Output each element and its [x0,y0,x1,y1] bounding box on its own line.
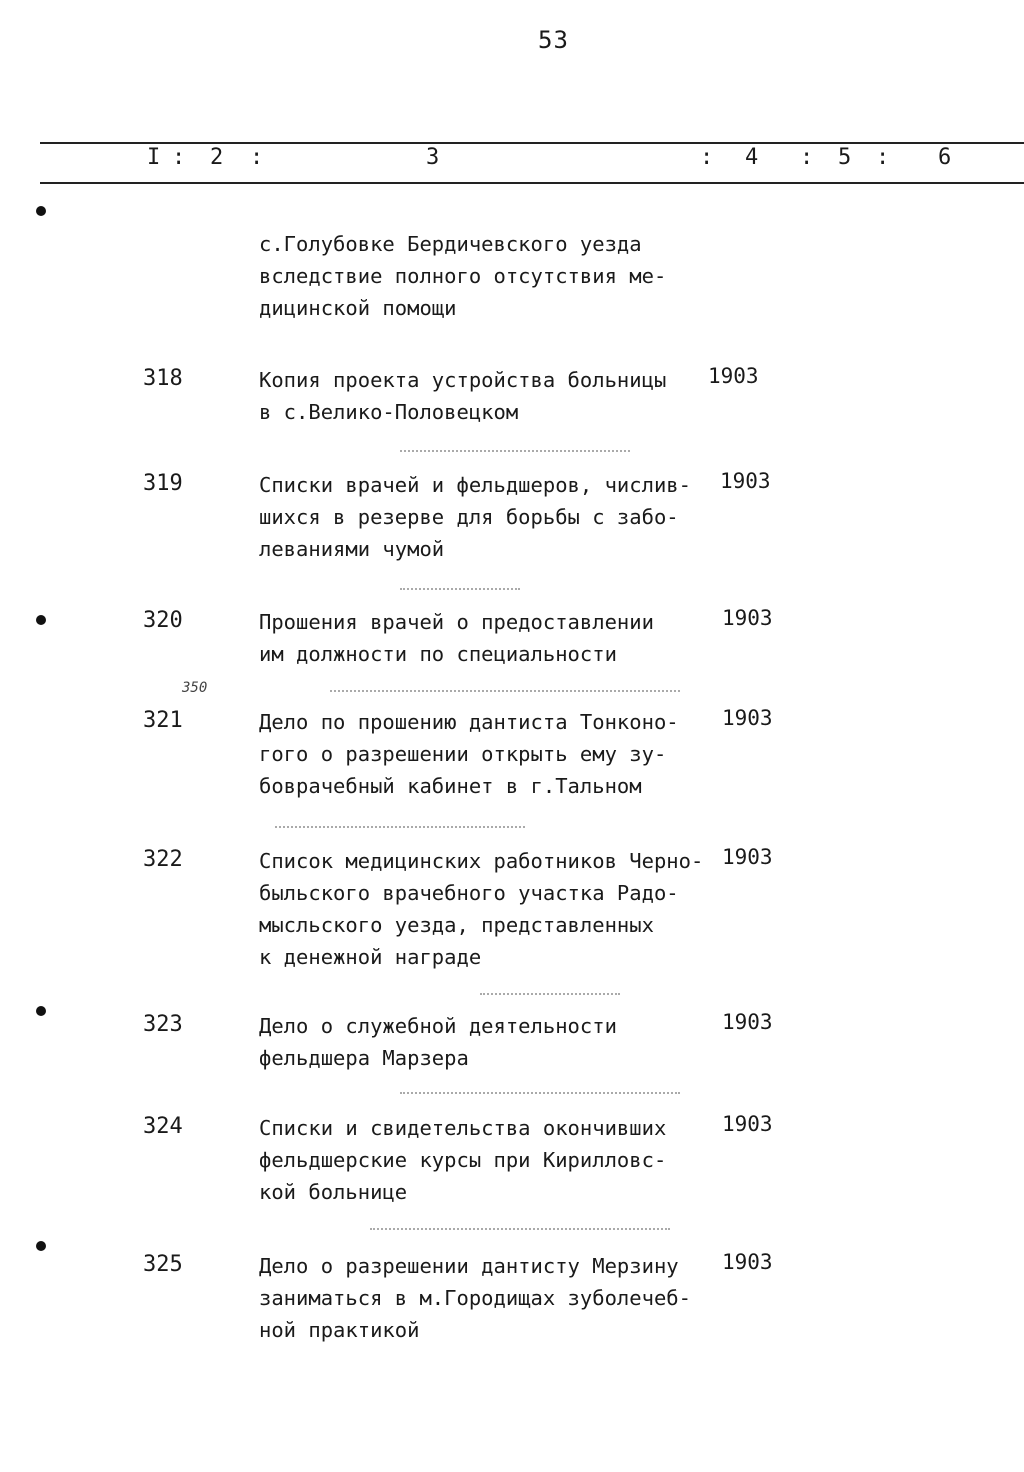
entry-number: 321 [143,708,183,733]
separator-dots [400,1092,680,1096]
entry-year: 1903 [722,1250,773,1274]
binding-hole [36,1241,46,1251]
pencil-mark: 350 [182,680,208,696]
separator-dots [480,993,620,997]
entry-number: 323 [143,1012,183,1037]
entry-number: 324 [143,1114,183,1139]
column-separator: : [876,145,890,170]
separator-dots [370,1228,670,1232]
entry-year: 1903 [722,1010,773,1034]
entry-year: 1903 [722,1112,773,1136]
entry-description: Дело о служебной деятельности фельдшера Марзера [259,1014,617,1070]
binding-hole [36,1006,46,1016]
entry-description: Прошения врачей о предоставлении им должности по специальности [259,610,654,666]
entry-number: 320 [143,608,183,633]
entry-description: Списки и свидетельства окончивших фельдшерские курсы при Кирилловс- кой больнице [259,1116,667,1204]
entry-description: Список медицинских работников Черно- быльского врачебного участка Радо- мысльского уезда, представленных к денежной награде [259,849,704,969]
entry-description: Дело о разрешении дантисту Мерзину заниматься в м.Городищах зуболечеб- ной практикой [259,1254,691,1342]
column-separator: : [800,145,814,170]
separator-dots [330,690,680,694]
entry-number: 319 [143,471,183,496]
binding-hole [36,615,46,625]
entry-description: с.Голубовке Бердичевского уезда вследствие полного отсутствия ме- дицинской помощи [259,232,667,320]
entry-description: Списки врачей и фельдшеров, числив- шихся в резерве для борьбы с забо- леваниями чумой [259,473,691,561]
entry-year: 1903 [722,845,773,869]
separator-dots [275,826,525,830]
column-header-6: 6 [938,145,952,170]
entry-description: Копия проекта устройства больницы в с.Велико-Половецком [259,368,667,424]
header-top-rule [40,142,1024,144]
page-number: 53 [538,26,569,54]
column-separator: : [700,145,714,170]
column-header-4: 4 [745,145,759,170]
column-separator: : [250,145,264,170]
header-bottom-rule [40,182,1024,184]
entry-year: 1903 [722,606,773,630]
entry-year: 1903 [720,469,771,493]
entry-year: 1903 [708,364,759,388]
entry-number: 322 [143,847,183,872]
entry-description: Дело по прошению дантиста Тонконо- гого о разрешении открыть ему зу- боврачебный кабинет в г.Тальном [259,710,679,798]
binding-hole [36,206,46,216]
column-separator: : [172,145,186,170]
entry-year: 1903 [722,706,773,730]
column-header-1: I [147,145,161,170]
entry-number: 318 [143,366,183,391]
column-header-2: 2 [210,145,224,170]
separator-dots [400,588,520,592]
column-header-5: 5 [838,145,852,170]
column-header-3: 3 [426,145,440,170]
separator-dots [400,450,630,454]
entry-number: 325 [143,1252,183,1277]
